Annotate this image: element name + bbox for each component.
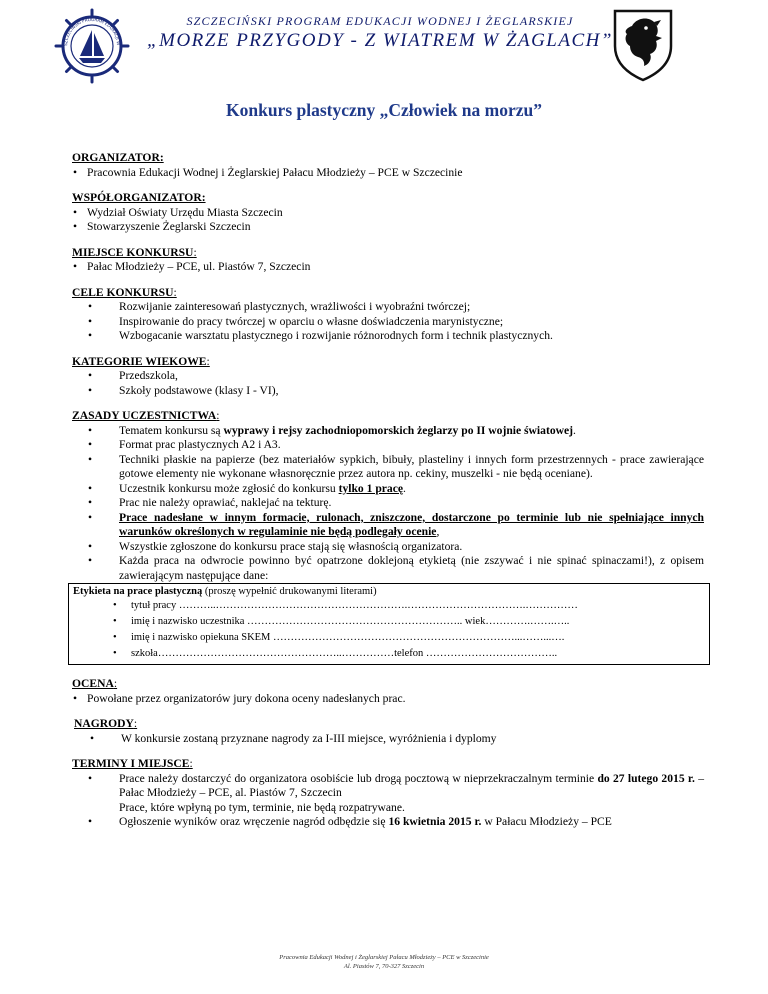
- section-miejsce: [72, 246, 704, 275]
- list-item: • Stowarzyszenie Żeglarski Szczecin: [72, 220, 704, 235]
- list-item: • Uczestnik konkursu może zgłosić do konkursu tylko 1 pracę.: [72, 482, 704, 497]
- list-item: • Ogłoszenie wyników oraz wręczenie nagród odbędzie się 16 kwietnia 2015 r. w Pałacu Młodzieży – PCE: [72, 815, 704, 830]
- list-item: • Pracownia Edukacji Wodnej i Żeglarskiej Pałacu Młodzieży – PCE w Szczecinie: [72, 166, 704, 181]
- label-template-box: [68, 583, 710, 665]
- section-ocena: [72, 677, 704, 706]
- section-kategorie: [72, 355, 704, 399]
- section-terminy: [72, 757, 704, 830]
- footer-line: Al. Piastów 7, 70-327 Szczecin: [343, 963, 425, 970]
- list-item: • Przedszkola,: [72, 369, 704, 384]
- label-field-school: • szkoła……………………………………………..……………telefon ………………………………..: [73, 647, 709, 661]
- section-heading: MIEJSCE KONKURSU:: [72, 245, 197, 259]
- section-heading: ORGANIZATOR:: [72, 151, 164, 164]
- list-item: • Inspirowanie do pracy twórczej w oparciu o własne doświadczenia marynistyczne;: [72, 315, 704, 330]
- section-heading: TERMINY I MIEJSCE:: [72, 757, 193, 770]
- label-field-guardian: • imię i nazwisko opiekuna SKEM ……………………………………………………………...……...….: [73, 631, 709, 645]
- list-item: • Format prac plastycznych A2 i A3.: [72, 438, 704, 453]
- section-wspolorganizator: [72, 191, 704, 235]
- list-item: • Wszystkie zgłoszone do konkursu prace stają się własnością organizatora.: [72, 540, 704, 555]
- list-item: • Techniki płaskie na papierze (bez materiałów sypkich, bibuły, plasteliny i innych form przestrzennych - prace zawierające gotowe elementy nie wykonane własnoręcznie przez autora np. cekiny, muszelki - nie będą oceniane).: [72, 453, 704, 482]
- list-item: • Prace należy dostarczyć do organizatora osobiście lub drogą pocztową w nieprzekraczalnym terminie do 27 lutego 2015 r. – Pałac Młodzieży – PCE, al. Piastów 7, Szczecin: [72, 772, 704, 801]
- section-heading: ZASADY UCZESTNICTWA:: [72, 409, 220, 422]
- list-item: • Powołane przez organizatorów jury dokona oceny nadesłanych prac.: [72, 692, 704, 707]
- list-item: • Wzbogacanie warsztatu plastycznego i rozwijanie różnorodnych form i technik plastycznych.: [72, 329, 704, 344]
- section-zasady: [72, 409, 704, 665]
- griffin-coat-of-arms-icon: [612, 8, 674, 82]
- section-heading: WSPÓŁORGANIZATOR:: [72, 191, 206, 204]
- label-field-title: • tytuł pracy ………..……………………………………………….…………………………….……………: [73, 599, 709, 613]
- section-heading: NAGRODY:: [74, 717, 138, 730]
- program-logo: [54, 8, 130, 84]
- header-program-name: SZCZECIŃSKI PROGRAM EDUKACJI WODNEJ I ŻEGLARSKIEJ: [186, 14, 574, 28]
- list-item: • Każda praca na odwrocie powinno być opatrzone doklejoną etykietą (nie zszywać i nie spinać spinaczami!), z opisem zawierającym następujące dane:: [72, 554, 704, 583]
- section-nagrody: [72, 717, 704, 746]
- list-item: • Szkoły podstawowe (klasy I - VI),: [72, 384, 704, 399]
- section-organizator: [72, 151, 704, 180]
- svg-text:SZCZECIŃSKI PROGRAM EDUKACJI W: SZCZECIŃSKI PROGRAM EDUKACJI W: [62, 16, 122, 47]
- list-item: • W konkursie zostaną przyznane nagrody za I-III miejsce, wyróżnienia i dyplomy: [74, 732, 704, 747]
- footer-line: Pracownia Edukacji Wodnej i Żeglarskiej Pałacu Młodzieży – PCE w Szczecinie: [279, 954, 489, 961]
- page-footer: [0, 953, 768, 971]
- header-program-motto: „MORZE PRZYGODY - Z WIATREM W ŻAGLACH”: [147, 30, 613, 51]
- list-item: • Prac nie należy oprawiać, naklejać na tekturę.: [72, 496, 704, 511]
- section-heading: KATEGORIE WIEKOWE:: [72, 354, 210, 368]
- list-item: • Prace nadesłane w innym formacie, rulonach, zniszczone, dostarczone po terminie lub nie spełniające innych warunków określonych w regulaminie nie będą podlegały ocenie,: [72, 511, 704, 540]
- document-body: [72, 151, 704, 841]
- section-heading: OCENA:: [72, 677, 118, 690]
- section-heading: CELE KONKURSU:: [72, 285, 177, 299]
- deadline-note: Prace, które wpłyną po tym, terminie, nie będą rozpatrywane.: [119, 800, 405, 814]
- label-title: Etykieta na prace plastyczną (proszę wypełnić drukowanymi literami): [73, 586, 377, 597]
- label-field-participant: • imię i nazwisko uczestnika …………………………………………………….. wiek………….…….…..: [73, 615, 709, 629]
- list-item: • Tematem konkursu są wyprawy i rejsy zachodniopomorskich żeglarzy po II wojnie światowej.: [72, 424, 704, 439]
- list-item: • Rozwijanie zainteresowań plastycznych, wrażliwości i wyobraźni twórczej;: [72, 300, 704, 315]
- section-cele: [72, 286, 704, 344]
- list-item: • Pałac Młodzieży – PCE, ul. Piastów 7, Szczecin: [72, 260, 704, 275]
- page-title: Konkurs plastyczny „Człowiek na morzu”: [226, 100, 542, 120]
- list-item: • Wydział Oświaty Urzędu Miasta Szczecin: [72, 206, 704, 221]
